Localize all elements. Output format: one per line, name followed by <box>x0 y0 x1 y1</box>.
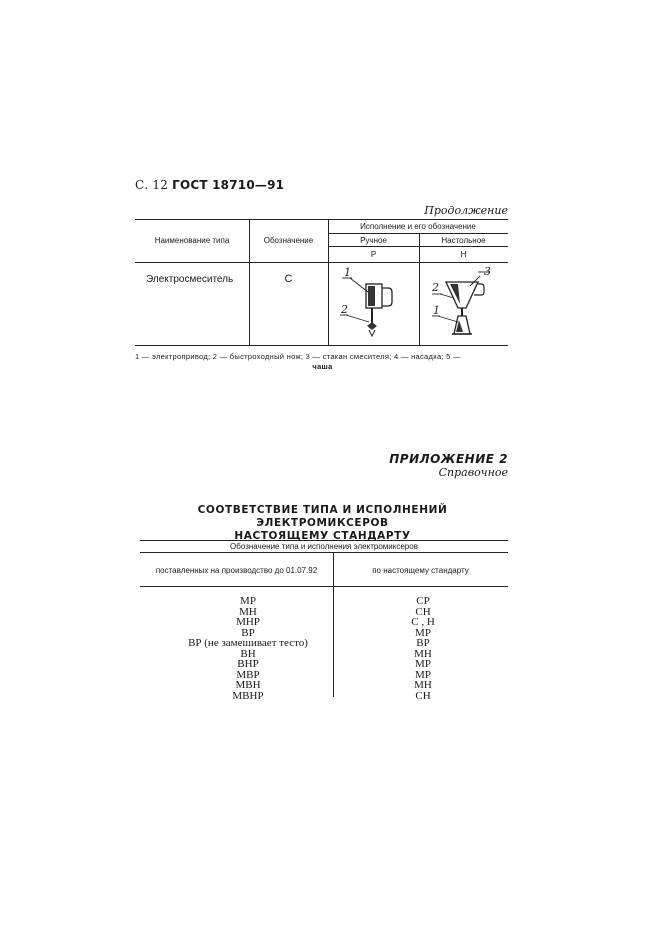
fig-table-label-2: 2 <box>432 281 439 294</box>
table-1-head-rule <box>135 262 508 263</box>
row-designation: С <box>284 273 293 285</box>
table-2-col-right: по настоящему стандарту <box>372 566 469 575</box>
table-mixer-drawing <box>428 264 498 342</box>
appendix-label: ПРИЛОЖЕНИЕ 2 <box>389 452 508 466</box>
list-item: МНР <box>236 616 260 628</box>
appendix-kind: Справочное <box>438 466 508 479</box>
fig-table-label-3: 3 <box>484 265 491 278</box>
list-item: МВР <box>236 668 260 681</box>
table-2-head-rule <box>140 552 508 553</box>
section-title <box>135 504 510 543</box>
table-2-header: Обозначение типа и исполнения электромиксеров <box>230 542 418 551</box>
list-item: СН <box>415 605 431 618</box>
list-item: МВН <box>235 679 261 691</box>
list-item: ВР (не замешивает тесто) <box>188 637 308 649</box>
row-type-name: Электросмеситель <box>146 274 234 285</box>
fig-manual-label-1: 1 <box>344 266 351 279</box>
table-2-right-list <box>393 596 453 701</box>
page-header <box>135 178 284 192</box>
table-1-top-rule <box>135 219 508 220</box>
list-item: ВНР <box>237 658 259 670</box>
table-1-subhead-rule <box>328 246 508 247</box>
list-item: СР <box>416 595 430 607</box>
col-execution-header: Исполнение и его обозначение <box>360 222 476 231</box>
table-2-left-list <box>173 596 323 701</box>
fig-table-label-1: 1 <box>433 304 440 317</box>
section-title-line-2: НАСТОЯЩЕМУ СТАНДАРТУ <box>234 530 411 542</box>
col-table-header: Настольное <box>441 236 486 245</box>
col-manual-code: Р <box>370 250 377 259</box>
continuation-label: Продолжение <box>424 204 508 217</box>
page-label: С. 12 <box>135 178 169 192</box>
list-item: МР <box>415 626 431 639</box>
list-item: МВНР <box>232 689 264 702</box>
figure-footnote <box>135 352 510 372</box>
list-item: МН <box>414 679 432 691</box>
col-designation-header: Обозначение <box>263 236 314 245</box>
fig-manual-label-2: 2 <box>341 303 348 316</box>
list-item: МН <box>414 647 432 660</box>
list-item: МР <box>240 595 256 607</box>
col-table-code: Н <box>460 250 467 259</box>
list-item: ВР <box>416 637 430 649</box>
table-2-top-rule <box>140 540 508 541</box>
list-item: С , Н <box>411 616 435 628</box>
list-item: СН <box>415 689 431 702</box>
list-item: ВН <box>240 647 256 660</box>
table-2-col-left: поставленных на производство до 01.07.92 <box>155 566 318 575</box>
footnote-line-2: чаша <box>312 362 333 371</box>
standard-number: ГОСТ 18710—91 <box>172 178 285 192</box>
table-1-bottom-rule <box>135 345 508 346</box>
footnote-line-1: 1 — электропривод; 2 — быстроходный нож; 3 — стакан смесителя; 4 — насадка; 5 — <box>135 352 461 361</box>
list-item: ВР <box>241 626 255 639</box>
list-item: МР <box>415 668 431 681</box>
table-2-subhead-rule <box>140 586 508 587</box>
section-title-line-1: СООТВЕТСТВИЕ ТИПА И ИСПОЛНЕНИЙ ЭЛЕКТРОМИКСЕРОВ <box>197 504 448 529</box>
table-1-exec-rule <box>328 233 508 234</box>
list-item: МН <box>239 605 257 618</box>
manual-mixer-drawing <box>336 264 406 340</box>
list-item: МР <box>415 658 431 670</box>
col-manual-header: Ручное <box>360 236 387 245</box>
col-type-header: Наименование типа <box>154 236 230 245</box>
